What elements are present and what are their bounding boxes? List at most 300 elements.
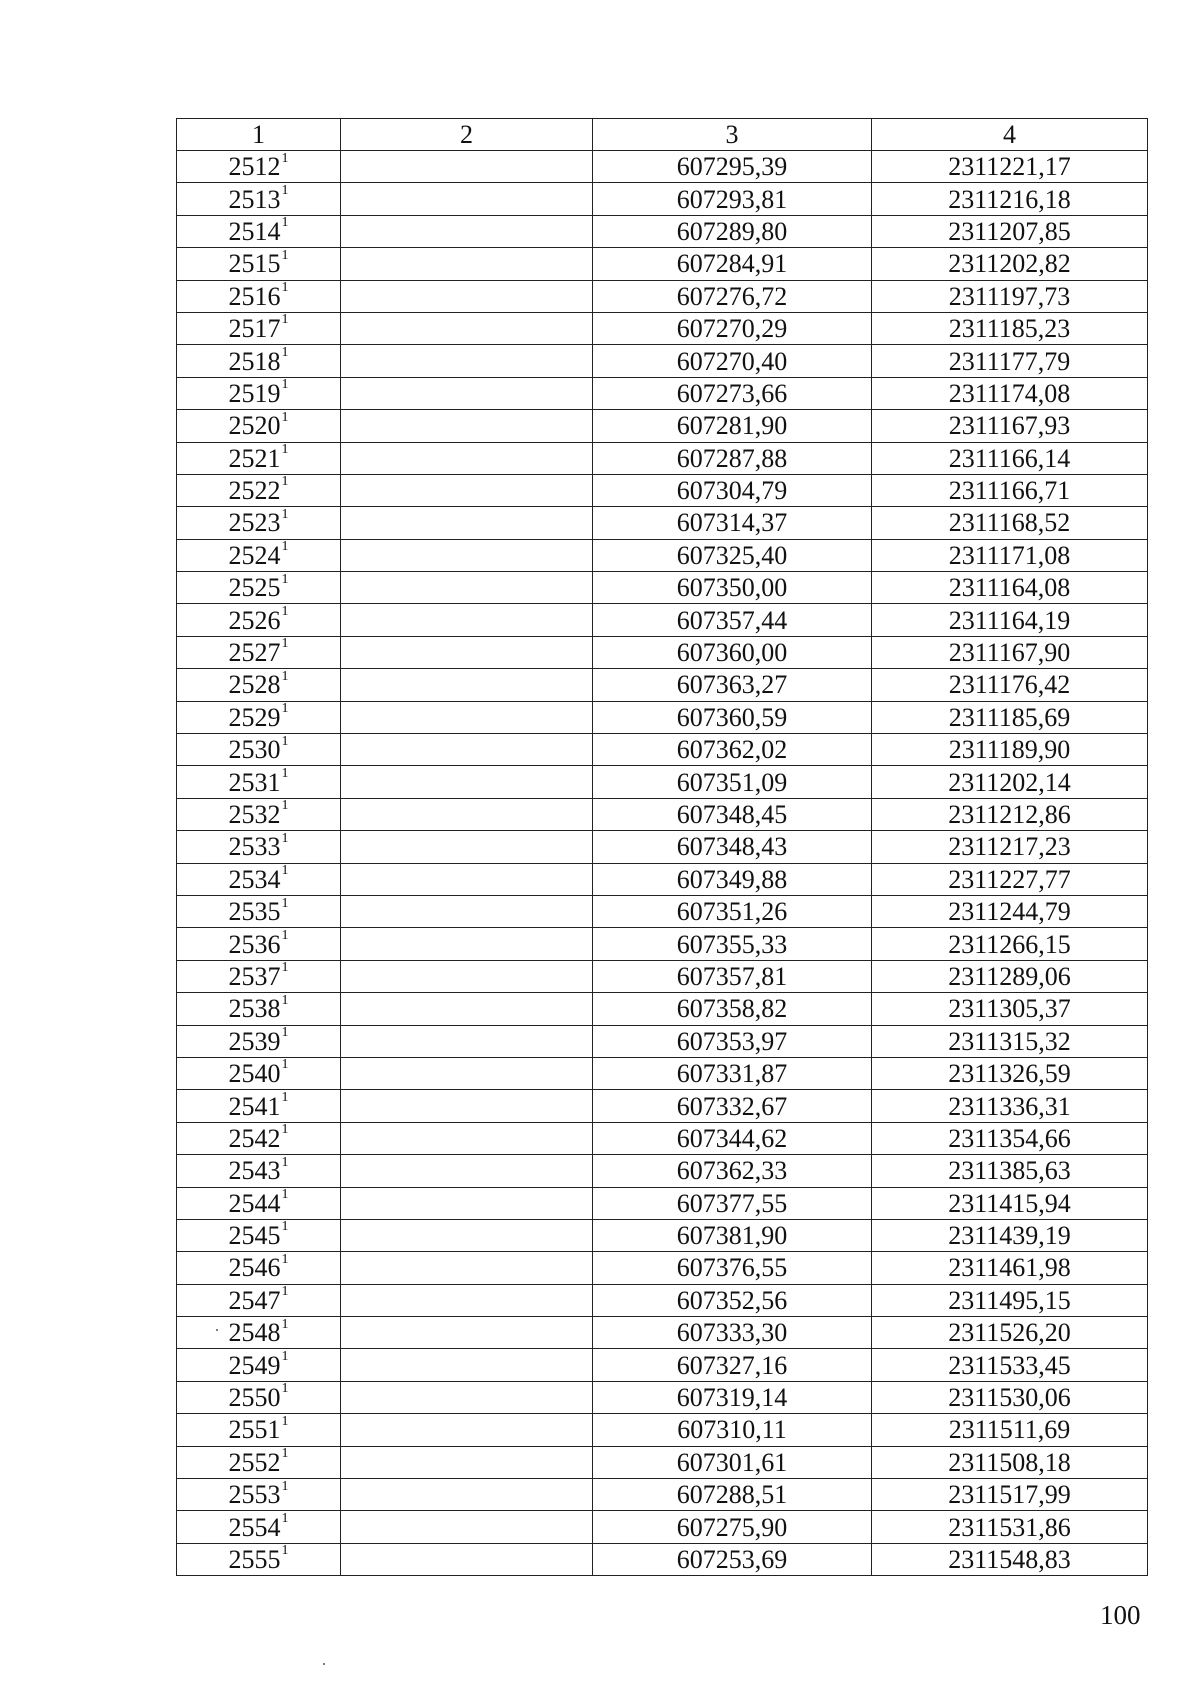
point-number: 2529	[228, 702, 281, 732]
x-coordinate-cell: 607295,39	[593, 151, 872, 183]
point-superscript: 1	[281, 1316, 289, 1332]
point-id-cell	[177, 1511, 341, 1543]
y-coordinate-cell: 2311439,19	[872, 1219, 1148, 1251]
point-number: 2547	[228, 1285, 281, 1315]
point-id-cell	[177, 1155, 341, 1187]
y-coordinate-cell: 2311511,69	[872, 1414, 1148, 1446]
table-row	[177, 1057, 1148, 1089]
table-header	[177, 119, 1148, 151]
table-row	[177, 1219, 1148, 1251]
point-number: 2537	[228, 961, 281, 991]
x-coordinate-cell: 607357,81	[593, 960, 872, 992]
col2-cell	[341, 572, 593, 604]
y-coordinate-cell: 2311548,83	[872, 1543, 1148, 1575]
y-coordinate-cell: 2311517,99	[872, 1479, 1148, 1511]
x-coordinate-cell: 607327,16	[593, 1349, 872, 1381]
x-coordinate-cell: 607287,88	[593, 442, 872, 474]
point-number: 2555	[228, 1544, 281, 1574]
table-body	[177, 151, 1148, 1576]
point-superscript: 1	[281, 863, 289, 879]
point-superscript: 1	[281, 215, 289, 231]
col2-cell	[341, 1446, 593, 1478]
point-superscript: 1	[281, 1381, 289, 1397]
table-row	[177, 1284, 1148, 1316]
point-superscript: 1	[281, 571, 289, 587]
point-number: 2520	[228, 411, 281, 441]
point-id-cell	[177, 604, 341, 636]
table-row	[177, 1090, 1148, 1122]
y-coordinate-cell: 2311166,14	[872, 442, 1148, 474]
col2-cell	[341, 312, 593, 344]
table-row	[177, 474, 1148, 506]
x-coordinate-cell: 607332,67	[593, 1090, 872, 1122]
point-id-cell	[177, 636, 341, 668]
point-superscript: 1	[281, 895, 289, 911]
table-row	[177, 183, 1148, 215]
table-row	[177, 1446, 1148, 1478]
x-coordinate-cell: 607360,00	[593, 636, 872, 668]
col2-cell	[341, 604, 593, 636]
point-number: 2548	[228, 1318, 281, 1348]
table-row	[177, 604, 1148, 636]
y-coordinate-cell: 2311508,18	[872, 1446, 1148, 1478]
point-id-cell	[177, 507, 341, 539]
table-row	[177, 798, 1148, 830]
point-id-cell	[177, 831, 341, 863]
point-superscript: 1	[281, 733, 289, 749]
point-superscript: 1	[281, 506, 289, 522]
x-coordinate-cell: 607301,61	[593, 1446, 872, 1478]
x-coordinate-cell: 607310,11	[593, 1414, 872, 1446]
point-superscript: 1	[281, 1284, 289, 1300]
x-coordinate-cell: 607281,90	[593, 410, 872, 442]
point-id-cell	[177, 151, 341, 183]
table-row	[177, 636, 1148, 668]
point-number: 2544	[228, 1188, 281, 1218]
point-number: 2546	[228, 1253, 281, 1283]
table-row	[177, 928, 1148, 960]
point-superscript: 1	[281, 539, 289, 555]
y-coordinate-cell: 2311167,90	[872, 636, 1148, 668]
x-coordinate-cell: 607355,33	[593, 928, 872, 960]
point-number: 2518	[228, 346, 281, 376]
y-coordinate-cell: 2311174,08	[872, 377, 1148, 409]
x-coordinate-cell: 607381,90	[593, 1219, 872, 1251]
y-coordinate-cell: 2311216,18	[872, 183, 1148, 215]
point-superscript: 1	[281, 344, 289, 360]
point-id-cell	[177, 1349, 341, 1381]
x-coordinate-cell: 607293,81	[593, 183, 872, 215]
point-number: 2530	[228, 735, 281, 765]
x-coordinate-cell: 607253,69	[593, 1543, 872, 1575]
col2-cell	[341, 183, 593, 215]
x-coordinate-cell: 607344,62	[593, 1122, 872, 1154]
point-superscript: 1	[281, 1187, 289, 1203]
point-number: 2512	[228, 152, 281, 182]
y-coordinate-cell: 2311221,17	[872, 151, 1148, 183]
point-superscript: 1	[281, 701, 289, 717]
point-number: 2521	[228, 443, 281, 473]
point-id-cell	[177, 539, 341, 571]
point-id-cell	[177, 312, 341, 344]
point-number: 2522	[228, 476, 281, 506]
x-coordinate-cell: 607348,43	[593, 831, 872, 863]
col2-cell	[341, 1219, 593, 1251]
y-coordinate-cell: 2311202,14	[872, 766, 1148, 798]
y-coordinate-cell: 2311326,59	[872, 1057, 1148, 1089]
table-row	[177, 993, 1148, 1025]
y-coordinate-cell: 2311244,79	[872, 895, 1148, 927]
y-coordinate-cell: 2311166,71	[872, 474, 1148, 506]
col2-cell	[341, 669, 593, 701]
x-coordinate-cell: 607276,72	[593, 280, 872, 312]
y-coordinate-cell: 2311212,86	[872, 798, 1148, 830]
col2-cell	[341, 539, 593, 571]
point-superscript: 1	[281, 927, 289, 943]
point-superscript: 1	[281, 312, 289, 328]
point-id-cell	[177, 442, 341, 474]
y-coordinate-cell: 2311168,52	[872, 507, 1148, 539]
x-coordinate-cell: 607270,29	[593, 312, 872, 344]
x-coordinate-cell: 607349,88	[593, 863, 872, 895]
x-coordinate-cell: 607350,00	[593, 572, 872, 604]
point-superscript: 1	[281, 960, 289, 976]
table-row	[177, 863, 1148, 895]
table-row	[177, 410, 1148, 442]
table-row	[177, 1479, 1148, 1511]
y-coordinate-cell: 2311336,31	[872, 1090, 1148, 1122]
point-id-cell	[177, 993, 341, 1025]
table-row	[177, 1381, 1148, 1413]
point-id-cell	[177, 474, 341, 506]
point-id-cell	[177, 960, 341, 992]
table-row	[177, 1187, 1148, 1219]
point-id-cell	[177, 766, 341, 798]
point-superscript: 1	[281, 830, 289, 846]
point-number: 2531	[228, 767, 281, 797]
col2-cell	[341, 928, 593, 960]
point-superscript: 1	[281, 992, 289, 1008]
point-id-cell	[177, 280, 341, 312]
point-id-cell	[177, 669, 341, 701]
point-number: 2553	[228, 1480, 281, 1510]
header-row	[177, 119, 1148, 151]
col2-cell	[341, 1381, 593, 1413]
page-number: 100	[1100, 1600, 1141, 1630]
x-coordinate-cell: 607284,91	[593, 248, 872, 280]
point-id-cell	[177, 1543, 341, 1575]
table-row	[177, 280, 1148, 312]
point-superscript: 1	[281, 1478, 289, 1494]
point-number: 2535	[228, 897, 281, 927]
point-number: 2542	[228, 1123, 281, 1153]
point-number: 2543	[228, 1156, 281, 1186]
y-coordinate-cell: 2311202,82	[872, 248, 1148, 280]
y-coordinate-cell: 2311197,73	[872, 280, 1148, 312]
point-id-cell	[177, 183, 341, 215]
coordinates-table	[176, 118, 1148, 1576]
col2-cell	[341, 1543, 593, 1575]
point-id-cell	[177, 1090, 341, 1122]
point-id-cell	[177, 215, 341, 247]
point-number: 2527	[228, 638, 281, 668]
point-id-cell	[177, 734, 341, 766]
point-superscript: 1	[281, 280, 289, 296]
x-coordinate-cell: 607314,37	[593, 507, 872, 539]
point-superscript: 1	[281, 765, 289, 781]
y-coordinate-cell: 2311167,93	[872, 410, 1148, 442]
point-id-cell	[177, 1122, 341, 1154]
table-row	[177, 1511, 1148, 1543]
point-number: 2538	[228, 994, 281, 1024]
x-coordinate-cell: 607348,45	[593, 798, 872, 830]
point-number: 2550	[228, 1383, 281, 1413]
scan-speck	[323, 1663, 325, 1665]
table-row	[177, 895, 1148, 927]
point-superscript: 1	[281, 1057, 289, 1073]
table-row	[177, 1155, 1148, 1187]
point-number: 2551	[228, 1415, 281, 1445]
col2-cell	[341, 636, 593, 668]
point-number: 2552	[228, 1447, 281, 1477]
point-number: 2513	[228, 184, 281, 214]
x-coordinate-cell: 607270,40	[593, 345, 872, 377]
y-coordinate-cell: 2311495,15	[872, 1284, 1148, 1316]
col2-cell	[341, 151, 593, 183]
table-row	[177, 1252, 1148, 1284]
point-id-cell	[177, 1219, 341, 1251]
col2-cell	[341, 1252, 593, 1284]
table-row	[177, 312, 1148, 344]
col2-cell	[341, 895, 593, 927]
y-coordinate-cell: 2311533,45	[872, 1349, 1148, 1381]
y-coordinate-cell: 2311177,79	[872, 345, 1148, 377]
col2-cell	[341, 442, 593, 474]
col2-cell	[341, 1025, 593, 1057]
point-superscript: 1	[281, 604, 289, 619]
table-row	[177, 766, 1148, 798]
y-coordinate-cell: 2311305,37	[872, 993, 1148, 1025]
y-coordinate-cell: 2311530,06	[872, 1381, 1148, 1413]
y-coordinate-cell: 2311266,15	[872, 928, 1148, 960]
col2-cell	[341, 960, 593, 992]
point-id-cell	[177, 1446, 341, 1478]
y-coordinate-cell: 2311415,94	[872, 1187, 1148, 1219]
col2-cell	[341, 1511, 593, 1543]
point-superscript: 1	[281, 1154, 289, 1170]
point-number: 2533	[228, 832, 281, 862]
point-number: 2514	[228, 216, 281, 246]
point-id-cell	[177, 701, 341, 733]
col2-cell	[341, 1414, 593, 1446]
y-coordinate-cell: 2311207,85	[872, 215, 1148, 247]
y-coordinate-cell: 2311354,66	[872, 1122, 1148, 1154]
x-coordinate-cell: 607351,09	[593, 766, 872, 798]
col2-cell	[341, 1057, 593, 1089]
point-superscript: 1	[281, 377, 289, 393]
x-coordinate-cell: 607289,80	[593, 215, 872, 247]
table-row	[177, 507, 1148, 539]
point-superscript: 1	[281, 1510, 289, 1526]
x-coordinate-cell: 607319,14	[593, 1381, 872, 1413]
point-number: 2523	[228, 508, 281, 538]
point-number: 2545	[228, 1221, 281, 1251]
col2-cell	[341, 701, 593, 733]
point-number: 2549	[228, 1350, 281, 1380]
point-superscript: 1	[281, 442, 289, 458]
point-id-cell	[177, 248, 341, 280]
col2-cell	[341, 1155, 593, 1187]
y-coordinate-cell: 2311185,23	[872, 312, 1148, 344]
point-id-cell	[177, 377, 341, 409]
x-coordinate-cell: 607273,66	[593, 377, 872, 409]
col2-cell	[341, 863, 593, 895]
x-coordinate-cell: 607377,55	[593, 1187, 872, 1219]
point-number: 2515	[228, 249, 281, 279]
col2-cell	[341, 474, 593, 506]
x-coordinate-cell: 607351,26	[593, 895, 872, 927]
point-superscript: 1	[281, 1446, 289, 1462]
point-number: 2519	[228, 378, 281, 408]
point-superscript: 1	[281, 798, 289, 814]
y-coordinate-cell: 2311185,69	[872, 701, 1148, 733]
x-coordinate-cell: 607362,33	[593, 1155, 872, 1187]
table-row	[177, 1122, 1148, 1154]
col2-cell	[341, 734, 593, 766]
point-superscript: 1	[281, 1122, 289, 1138]
x-coordinate-cell: 607331,87	[593, 1057, 872, 1089]
point-id-cell	[177, 895, 341, 927]
x-coordinate-cell: 607357,44	[593, 604, 872, 636]
x-coordinate-cell: 607352,56	[593, 1284, 872, 1316]
table-row	[177, 248, 1148, 280]
point-id-cell	[177, 798, 341, 830]
point-number: 2524	[228, 540, 281, 570]
point-number: 2517	[228, 314, 281, 344]
table-row	[177, 1317, 1148, 1349]
col2-cell	[341, 1349, 593, 1381]
header-col-1: 1	[177, 119, 341, 151]
table-row	[177, 572, 1148, 604]
point-number: 2534	[228, 864, 281, 894]
x-coordinate-cell: 607358,82	[593, 993, 872, 1025]
col2-cell	[341, 1284, 593, 1316]
y-coordinate-cell: 2311531,86	[872, 1511, 1148, 1543]
point-id-cell	[177, 1187, 341, 1219]
table-row	[177, 1025, 1148, 1057]
point-id-cell	[177, 1414, 341, 1446]
x-coordinate-cell: 607304,79	[593, 474, 872, 506]
point-superscript: 1	[281, 409, 289, 425]
point-superscript: 1	[281, 1543, 289, 1559]
table-row	[177, 377, 1148, 409]
y-coordinate-cell: 2311526,20	[872, 1317, 1148, 1349]
y-coordinate-cell: 2311164,19	[872, 604, 1148, 636]
col2-cell	[341, 377, 593, 409]
table-row	[177, 215, 1148, 247]
point-number: 2541	[228, 1091, 281, 1121]
table-row	[177, 960, 1148, 992]
col2-cell	[341, 215, 593, 247]
col2-cell	[341, 248, 593, 280]
point-id-cell	[177, 572, 341, 604]
point-superscript: 1	[281, 1413, 289, 1429]
point-superscript: 1	[281, 668, 289, 684]
point-number: 2539	[228, 1026, 281, 1056]
table-row	[177, 1543, 1148, 1575]
table-row	[177, 734, 1148, 766]
col2-cell	[341, 798, 593, 830]
point-id-cell	[177, 1479, 341, 1511]
point-number: 2532	[228, 800, 281, 829]
point-id-cell	[177, 1252, 341, 1284]
table-row	[177, 151, 1148, 183]
x-coordinate-cell: 607275,90	[593, 1511, 872, 1543]
header-col-2: 2	[341, 119, 593, 151]
col2-cell	[341, 507, 593, 539]
x-coordinate-cell: 607333,30	[593, 1317, 872, 1349]
header-col-4: 4	[872, 119, 1148, 151]
x-coordinate-cell: 607360,59	[593, 701, 872, 733]
x-coordinate-cell: 607376,55	[593, 1252, 872, 1284]
header-col-3: 3	[593, 119, 872, 151]
point-superscript: 1	[281, 1219, 289, 1235]
table-row	[177, 669, 1148, 701]
point-superscript: 1	[281, 1089, 289, 1105]
y-coordinate-cell: 2311289,06	[872, 960, 1148, 992]
point-id-cell	[177, 1284, 341, 1316]
col2-cell	[341, 766, 593, 798]
table-row	[177, 1414, 1148, 1446]
point-superscript: 1	[281, 1251, 289, 1267]
y-coordinate-cell: 2311227,77	[872, 863, 1148, 895]
x-coordinate-cell: 607325,40	[593, 539, 872, 571]
y-coordinate-cell: 2311461,98	[872, 1252, 1148, 1284]
point-id-cell	[177, 1057, 341, 1089]
y-coordinate-cell: 2311315,32	[872, 1025, 1148, 1057]
point-id-cell	[177, 1317, 341, 1349]
point-superscript: 1	[281, 182, 289, 198]
point-number: 2540	[228, 1059, 281, 1089]
col2-cell	[341, 1187, 593, 1219]
col2-cell	[341, 410, 593, 442]
point-number: 2528	[228, 670, 281, 700]
col2-cell	[341, 1317, 593, 1349]
x-coordinate-cell: 607362,02	[593, 734, 872, 766]
col2-cell	[341, 831, 593, 863]
point-number: 2526	[228, 605, 281, 635]
point-id-cell	[177, 1381, 341, 1413]
point-superscript: 1	[281, 474, 289, 490]
table-row	[177, 539, 1148, 571]
point-number: 2536	[228, 929, 281, 959]
point-superscript: 1	[281, 1348, 289, 1364]
scan-speck	[216, 1329, 218, 1331]
x-coordinate-cell: 607353,97	[593, 1025, 872, 1057]
table-row	[177, 442, 1148, 474]
x-coordinate-cell: 607363,27	[593, 669, 872, 701]
table-row	[177, 701, 1148, 733]
table-row	[177, 345, 1148, 377]
table-row	[177, 831, 1148, 863]
y-coordinate-cell: 2311176,42	[872, 669, 1148, 701]
point-superscript: 1	[281, 636, 289, 652]
point-number: 2516	[228, 281, 281, 311]
x-coordinate-cell: 607288,51	[593, 1479, 872, 1511]
y-coordinate-cell: 2311217,23	[872, 831, 1148, 863]
point-superscript: 1	[281, 1025, 289, 1041]
y-coordinate-cell: 2311171,08	[872, 539, 1148, 571]
